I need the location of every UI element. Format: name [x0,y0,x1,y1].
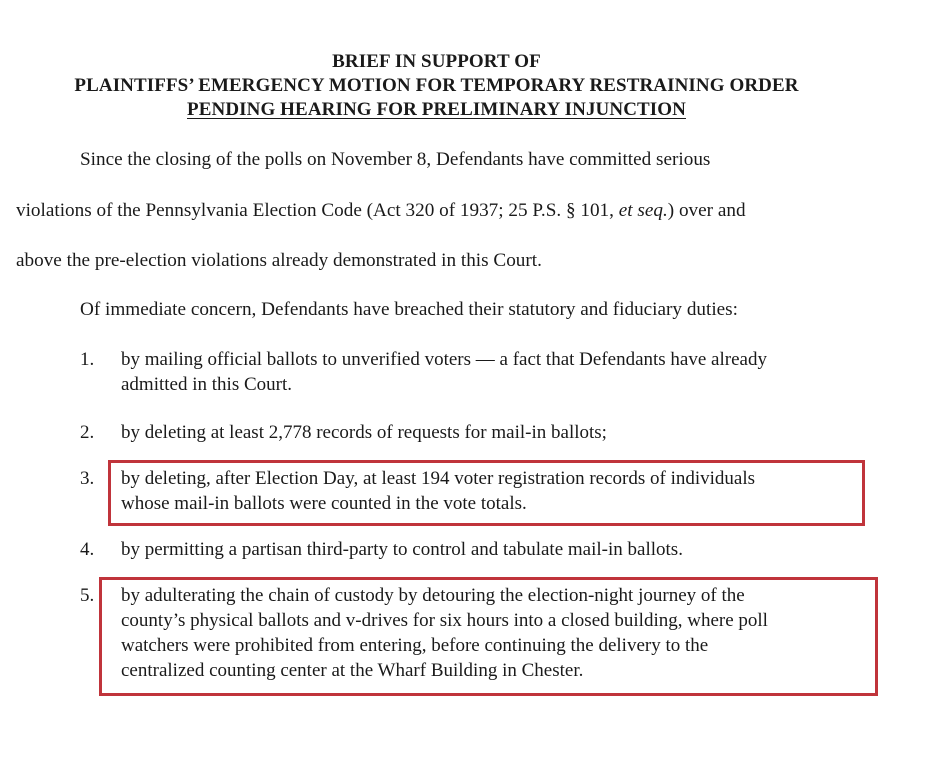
item-5-line-1: by adulterating the chain of custody by detouring the election-night journey of the [121,585,745,606]
intro-line-2-emphasis: et seq. [618,200,668,221]
intro-line-1: Since the closing of the polls on November 8, Defendants have committed serious [80,149,711,170]
concern-sentence: Of immediate concern, Defendants have breached their statutory and fiduciary duties: [80,299,738,320]
item-5-line-3: watchers were prohibited from entering, before continuing the delivery to the [121,635,709,656]
item-2-line-1: by deleting at least 2,778 records of requests for mail-in ballots; [121,422,607,443]
intro-line-2 [16,199,746,223]
intro-line-3: above the pre-election violations already demonstrated in this Court. [16,250,542,271]
intro-line-2-b: ) over and [667,200,746,221]
item-5-line-2: county’s physical ballots and v-drives for six hours into a closed building, where poll [121,610,768,631]
heading-line-1: BRIEF IN SUPPORT OF [332,51,541,72]
item-1-line-1: by mailing official ballots to unverified voters — a fact that Defendants have already [121,349,767,370]
heading-line-3-text: PENDING HEARING FOR PRELIMINARY INJUNCTION [187,99,686,120]
intro-line-2-a: violations of the Pennsylvania Election Code (Act 320 of 1937; 25 P.S. § 101, [16,200,619,221]
item-5-number: 5. [80,585,95,606]
item-3-number: 3. [80,468,95,489]
item-2-number: 2. [80,422,95,443]
heading-line-2: PLAINTIFFS’ EMERGENCY MOTION FOR TEMPORARY RESTRAINING ORDER [74,75,799,96]
item-4-line-1: by permitting a partisan third-party to control and tabulate mail-in ballots. [121,539,683,560]
item-1-line-2: admitted in this Court. [121,374,292,395]
item-3-line-1: by deleting, after Election Day, at least 194 voter registration records of individuals [121,468,756,489]
heading-line-3 [0,97,873,122]
item-3-line-2: whose mail-in ballots were counted in the vote totals. [121,493,527,514]
item-5-line-4: centralized counting center at the Wharf Building in Chester. [121,660,584,681]
item-1-number: 1. [80,349,95,370]
item-4-number: 4. [80,539,95,560]
